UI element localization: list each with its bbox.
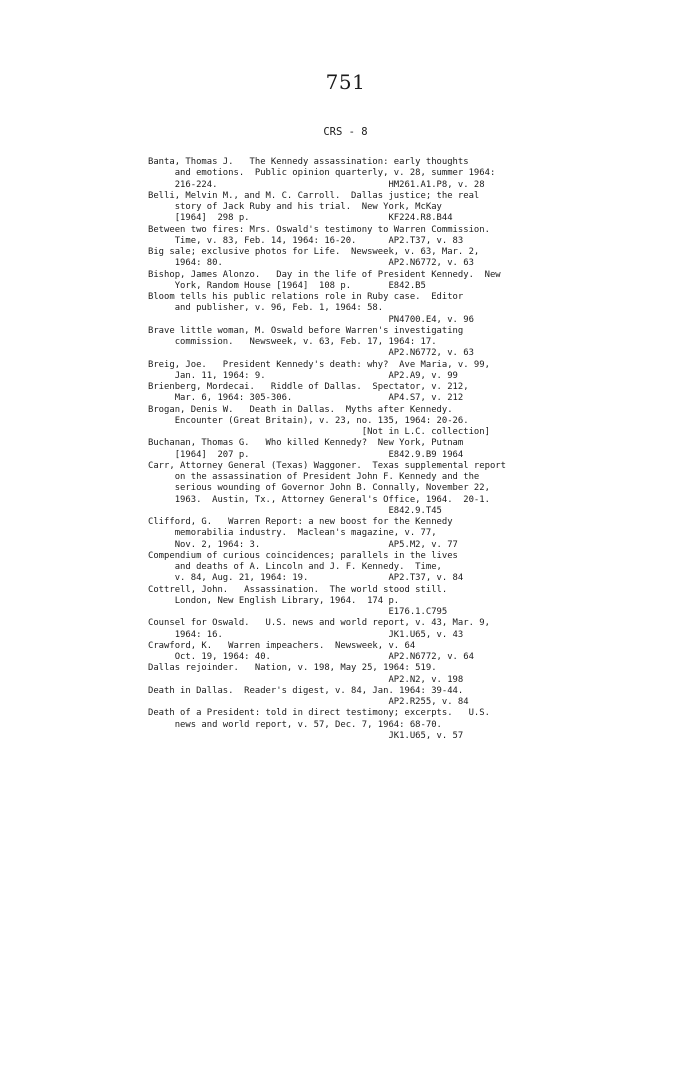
bibliography-entry <box>148 191 548 225</box>
entry-line: Oct. 19, 1964: 40. AP2.N6772, v. 64 <box>148 652 474 662</box>
entry-line: on the assassination of President John F. Kennedy and the <box>148 472 480 482</box>
entry-line: Death of a President: told in direct testimony; excerpts. U.S. <box>148 708 490 719</box>
entry-line: commission. Newsweek, v. 63, Feb. 17, 1964: 17. <box>148 337 437 347</box>
bibliography-entry <box>148 270 548 293</box>
entry-line: Nov. 2, 1964: 3. AP5.M2, v. 77 <box>148 539 458 550</box>
bibliography-entry <box>148 641 548 664</box>
entry-line: E176.1.C795 <box>148 607 448 617</box>
bibliography-list <box>148 157 548 742</box>
bibliography-entry <box>148 686 548 709</box>
entry-line: Big sale; exclusive photos for Life. Newsweek, v. 63, Mar. 2, <box>148 247 480 257</box>
bibliography-entry <box>148 326 548 360</box>
entry-line: Counsel for Oswald. U.S. news and world report, v. 43, Mar. 9, <box>148 618 490 629</box>
entry-line: Crawford, K. Warren impeachers. Newsweek, v. 64 <box>148 640 416 651</box>
entry-line: Cottrell, John. Assassination. The world stood still. <box>148 584 448 595</box>
bibliography-entry <box>148 551 548 585</box>
entry-line: Dallas rejoinder. Nation, v. 198, May 25, 1964: 519. <box>148 663 437 674</box>
entry-line: Encounter (Great Britain), v. 23, no. 135, 1964: 20-26. <box>148 415 469 426</box>
entry-line: 1964: 80. AP2.N6772, v. 63 <box>148 258 474 269</box>
bibliography-entry <box>148 382 548 405</box>
entry-line: Brienberg, Mordecai. Riddle of Dallas. Spectator, v. 212, <box>148 382 469 392</box>
entry-line: v. 84, Aug. 21, 1964: 19. AP2.T37, v. 84 <box>148 573 464 584</box>
entry-line: Jan. 11, 1964: 9. AP2.A9, v. 99 <box>148 370 458 381</box>
entry-line: [1964] 298 p. KF224.R8.B44 <box>148 213 453 224</box>
entry-line: Carr, Attorney General (Texas) Waggoner. Texas supplemental report <box>148 460 506 471</box>
bibliography-entry <box>148 225 548 248</box>
entry-line: 1964: 16. JK1.U65, v. 43 <box>148 629 464 640</box>
entry-line: memorabilia industry. Maclean's magazine, v. 77, <box>148 528 437 539</box>
entry-line: Breig, Joe. President Kennedy's death: why? Ave Maria, v. 99, <box>148 359 490 370</box>
entry-line: and emotions. Public opinion quarterly, v. 28, summer 1964: <box>148 168 496 179</box>
entry-line: London, New English Library, 1964. 174 p. <box>148 595 400 606</box>
entry-line: 1963. Austin, Tx., Attorney General's Office, 1964. 20-1. <box>148 494 490 505</box>
entry-line: E842.9.T45 <box>148 505 442 516</box>
entry-line: PN4700.E4, v. 96 <box>148 314 474 325</box>
entry-line: Death in Dallas. Reader's digest, v. 84, Jan. 1964: 39-44. <box>148 685 464 696</box>
page-number: 751 <box>325 70 366 94</box>
entry-line: Brogan, Denis W. Death in Dallas. Myths after Kennedy. <box>148 404 453 415</box>
bibliography-entry <box>148 517 548 551</box>
bibliography-entry <box>148 360 548 383</box>
entry-line: and publisher, v. 96, Feb. 1, 1964: 58. <box>148 303 384 314</box>
bibliography-entry <box>148 663 548 686</box>
entry-line: AP2.N2, v. 198 <box>148 674 464 685</box>
entry-line: AP2.R255, v. 84 <box>148 697 469 707</box>
bibliography-entry <box>148 461 548 517</box>
series-code: CRS - 8 <box>323 126 368 138</box>
entry-line: [1964] 207 p. E842.9.B9 1964 <box>148 449 464 460</box>
bibliography-entry <box>148 157 548 191</box>
entry-line: AP2.N6772, v. 63 <box>148 348 474 359</box>
bibliography-entry <box>148 618 548 641</box>
entry-line: [Not in L.C. collection] <box>148 427 490 437</box>
entry-line: Brave little woman, M. Oswald before Warren's investigating <box>148 325 464 336</box>
entry-line: Belli, Melvin M., and M. C. Carroll. Dallas justice; the real <box>148 190 480 201</box>
entry-line: Mar. 6, 1964: 305-306. AP4.S7, v. 212 <box>148 393 464 404</box>
entry-line: JK1.U65, v. 57 <box>148 730 464 741</box>
bibliography-entry <box>148 247 548 270</box>
entry-line: Bloom tells his public relations role in Ruby case. Editor <box>148 292 464 302</box>
entry-line: Between two fires: Mrs. Oswald's testimony to Warren Commission. <box>148 224 490 235</box>
entry-line: 216-224. HM261.A1.P8, v. 28 <box>148 179 485 190</box>
entry-line: Clifford, G. Warren Report: a new boost for the Kennedy <box>148 517 453 527</box>
bibliography-entry <box>148 708 548 742</box>
bibliography-entry <box>148 585 548 619</box>
bibliography-entry <box>148 292 548 326</box>
entry-line: Banta, Thomas J. The Kennedy assassination: early thoughts <box>148 157 469 167</box>
bibliography-entry <box>148 438 548 461</box>
entry-line: serious wounding of Governor John B. Connally, November 22, <box>148 483 490 494</box>
entry-line: Buchanan, Thomas G. Who killed Kennedy? New York, Putnam <box>148 438 464 449</box>
entry-line: Bishop, James Alonzo. Day in the life of President Kennedy. New <box>148 269 501 280</box>
entry-line: story of Jack Ruby and his trial. New York, McKay <box>148 202 442 212</box>
entry-line: and deaths of A. Lincoln and J. F. Kennedy. Time, <box>148 562 442 572</box>
entry-line: Compendium of curious coincidences; parallels in the lives <box>148 550 458 561</box>
entry-line: York, Random House [1964] 108 p. E842.B5 <box>148 280 426 291</box>
entry-line: Time, v. 83, Feb. 14, 1964: 16-20. AP2.T37, v. 83 <box>148 235 464 246</box>
entry-line: news and world report, v. 57, Dec. 7, 1964: 68-70. <box>148 719 442 730</box>
bibliography-entry <box>148 405 548 439</box>
